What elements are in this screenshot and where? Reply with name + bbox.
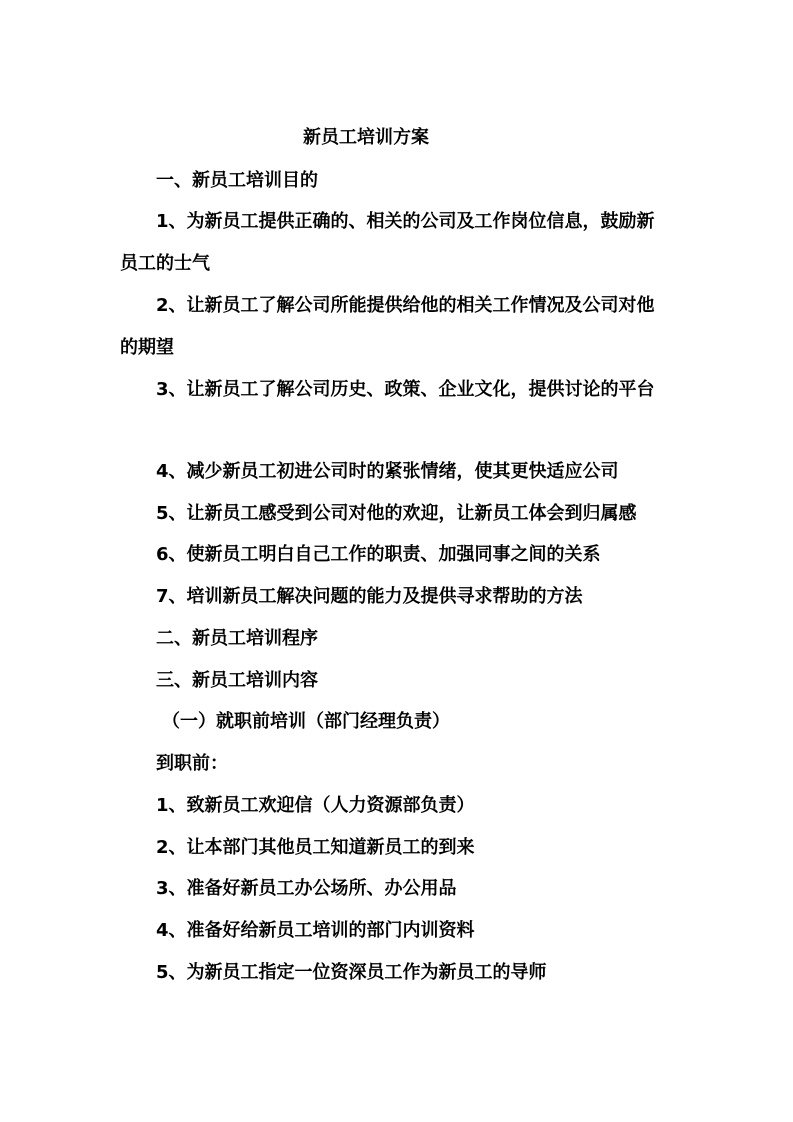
paragraph-line: 2、让新员工了解公司所能提供给他的相关工作情况及公司对他 <box>156 295 655 316</box>
section-heading-2: 二、新员工培训程序 <box>156 628 318 649</box>
paragraph-line: 的期望 <box>120 337 174 358</box>
paragraph-line: 3、让新员工了解公司历史、政策、企业文化，提供讨论的平台 <box>156 379 655 400</box>
paragraph-line: 到职前： <box>156 753 228 774</box>
paragraph-line: 5、让新员工感受到公司对他的欢迎，让新员工体会到归属感 <box>156 503 637 524</box>
paragraph-line: 4、减少新员工初进公司时的紧张情绪，使其更快适应公司 <box>156 461 619 482</box>
paragraph-line: 7、培训新员工解决问题的能力及提供寻求帮助的方法 <box>156 586 583 607</box>
paragraph-line: 员工的士气 <box>120 253 210 274</box>
list-item: 1、致新员工欢迎信（人力资源部负责） <box>156 795 475 816</box>
document-title: 新员工培训方案 <box>303 127 429 148</box>
list-item: 4、准备好给新员工培训的部门内训资料 <box>156 920 475 941</box>
list-item: 3、准备好新员工办公场所、办公用品 <box>156 878 457 899</box>
section-heading-3: 三、新员工培训内容 <box>156 670 318 691</box>
list-item: 5、为新员工指定一位资深员工作为新员工的导师 <box>156 962 547 983</box>
list-item: 2、让本部门其他员工知道新员工的到来 <box>156 837 475 858</box>
subsection-heading: （一）就职前培训（部门经理负责） <box>162 711 450 732</box>
paragraph-line: 6、使新员工明白自己工作的职责、加强同事之间的关系 <box>156 544 601 565</box>
paragraph-line: 1、为新员工提供正确的、相关的公司及工作岗位信息，鼓励新 <box>156 211 655 232</box>
section-heading-1: 一、新员工培训目的 <box>156 170 318 191</box>
